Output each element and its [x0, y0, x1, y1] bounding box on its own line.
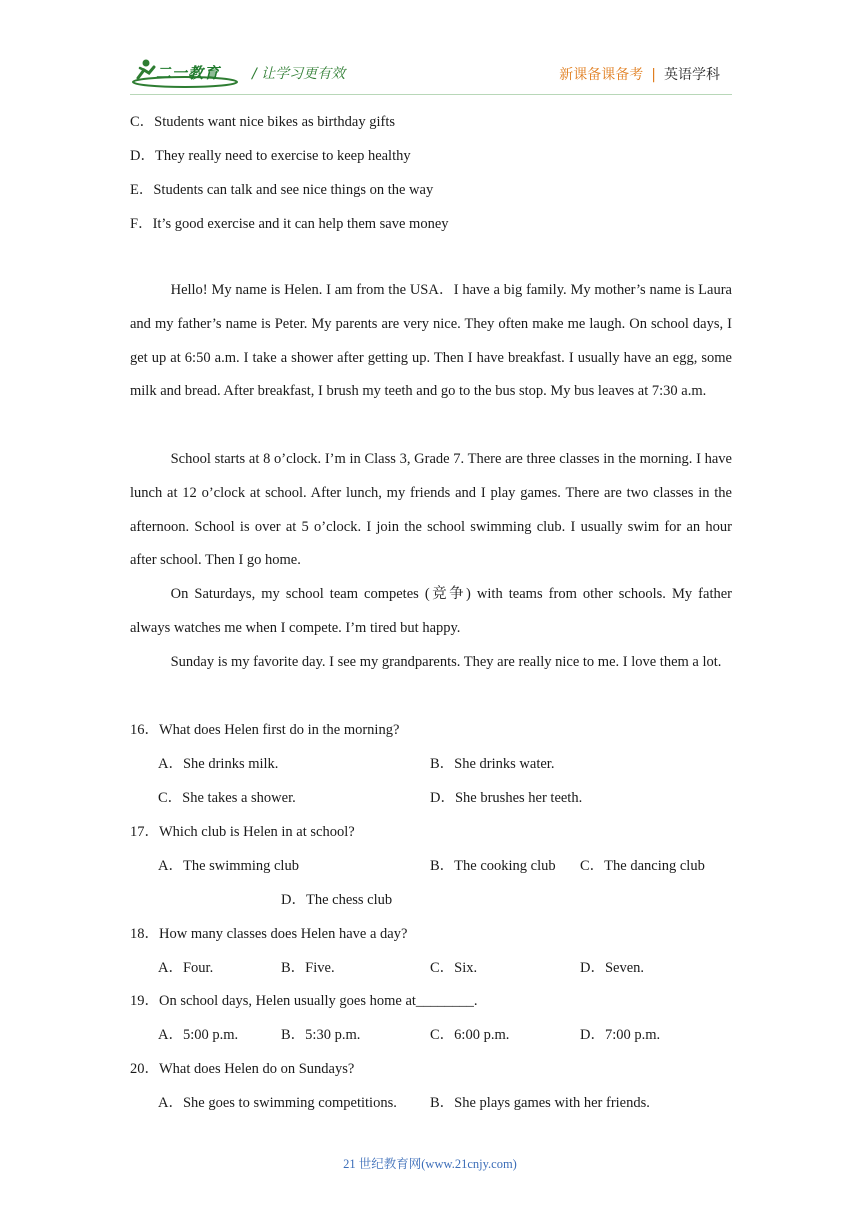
- q18-choice-a: A．Four.: [158, 960, 214, 976]
- header-separator: |: [651, 67, 656, 83]
- passage-paragraph-2: School starts at 8 o’clock. I’m in Class 3, Grade 7. There are three classes in the morning. I have lunch at 12 o’clock at school. After lunch, my friends and I play games. There are two classes in the afternoon. School is over at 5 o’clock. I join the school swimming club. I usually swim for an hour after school. Then I go home.: [130, 451, 732, 569]
- question-20: 20．What does Helen do on Sundays?: [130, 1061, 355, 1077]
- prev-option-e: E．Students can talk and see nice things on the way: [130, 182, 434, 198]
- prev-option-c: C．Students want nice bikes as birthday gifts: [130, 114, 395, 130]
- passage-paragraph-3: On Saturdays, my school team competes (竞争) with teams from other schools. My father always watches me when I compete. I’m tired but happy.: [130, 586, 732, 636]
- prev-option-d: D．They really need to exercise to keep healthy: [130, 148, 411, 164]
- header-slogan: / 让学习更有效: [252, 66, 346, 82]
- logo: [130, 56, 240, 90]
- q19-choice-b: B．5:30 p.m.: [281, 1027, 361, 1043]
- q18-choice-d: D．Seven.: [580, 960, 645, 976]
- question-18: 18．How many classes does Helen have a day?: [130, 926, 408, 942]
- header-course-label: 新课备课备考: [559, 67, 644, 83]
- q19-choice-d: D．7:00 p.m.: [580, 1027, 661, 1043]
- passage-paragraph-1: Hello! My name is Helen. I am from the USA．I have a big family. My mother’s name is Laura and my father’s name is Peter. My parents are very nice. They often make me laugh. On school days, I get up at 6:50 a.m. I take a shower after getting up. Then I have breakfast. I usually have an egg, some milk and bread. After breakfast, I brush my teeth and go to the bus stop. My bus leaves at 7:30 a.m.: [130, 282, 732, 400]
- q16-choice-c: C．She takes a shower.: [158, 790, 296, 806]
- header-subject: [559, 64, 720, 84]
- page-header: [130, 56, 730, 92]
- q19-choice-a: A．5:00 p.m.: [158, 1027, 239, 1043]
- q17-choice-a: A．The swimming club: [158, 858, 299, 874]
- q17-choice-c: C．The dancing club: [580, 858, 705, 874]
- q18-choice-b: B．Five.: [281, 960, 335, 976]
- q19-choice-c: C．6:00 p.m.: [430, 1027, 510, 1043]
- q20-choice-a: A．She goes to swimming competitions.: [158, 1095, 397, 1111]
- passage-paragraph-4: Sunday is my favorite day. I see my grandparents. They are really nice to me. I love them a lot.: [170, 654, 722, 670]
- q16-choice-a: A．She drinks milk.: [158, 756, 279, 772]
- q20-choice-b: B．She plays games with her friends.: [430, 1095, 650, 1111]
- q17-choice-b: B．The cooking club: [430, 858, 556, 874]
- header-divider: [130, 94, 732, 95]
- question-19: 19．On school days, Helen usually goes home at________.: [130, 993, 478, 1009]
- question-17: 17．Which club is Helen in at school?: [130, 824, 355, 840]
- prev-option-f: F．It’s good exercise and it can help them save money: [130, 216, 449, 232]
- q16-choice-b: B．She drinks water.: [430, 756, 555, 772]
- q17-choice-d: D．The chess club: [281, 892, 393, 908]
- question-16: 16．What does Helen first do in the morning?: [130, 722, 400, 738]
- logo-text: 二一教育: [156, 64, 221, 82]
- q18-choice-c: C．Six.: [430, 960, 478, 976]
- header-subject-label: 英语学科: [664, 67, 720, 83]
- page-footer: 21 世纪教育网(www.21cnjy.com): [343, 1157, 517, 1171]
- q16-choice-d: D．She brushes her teeth.: [430, 790, 583, 806]
